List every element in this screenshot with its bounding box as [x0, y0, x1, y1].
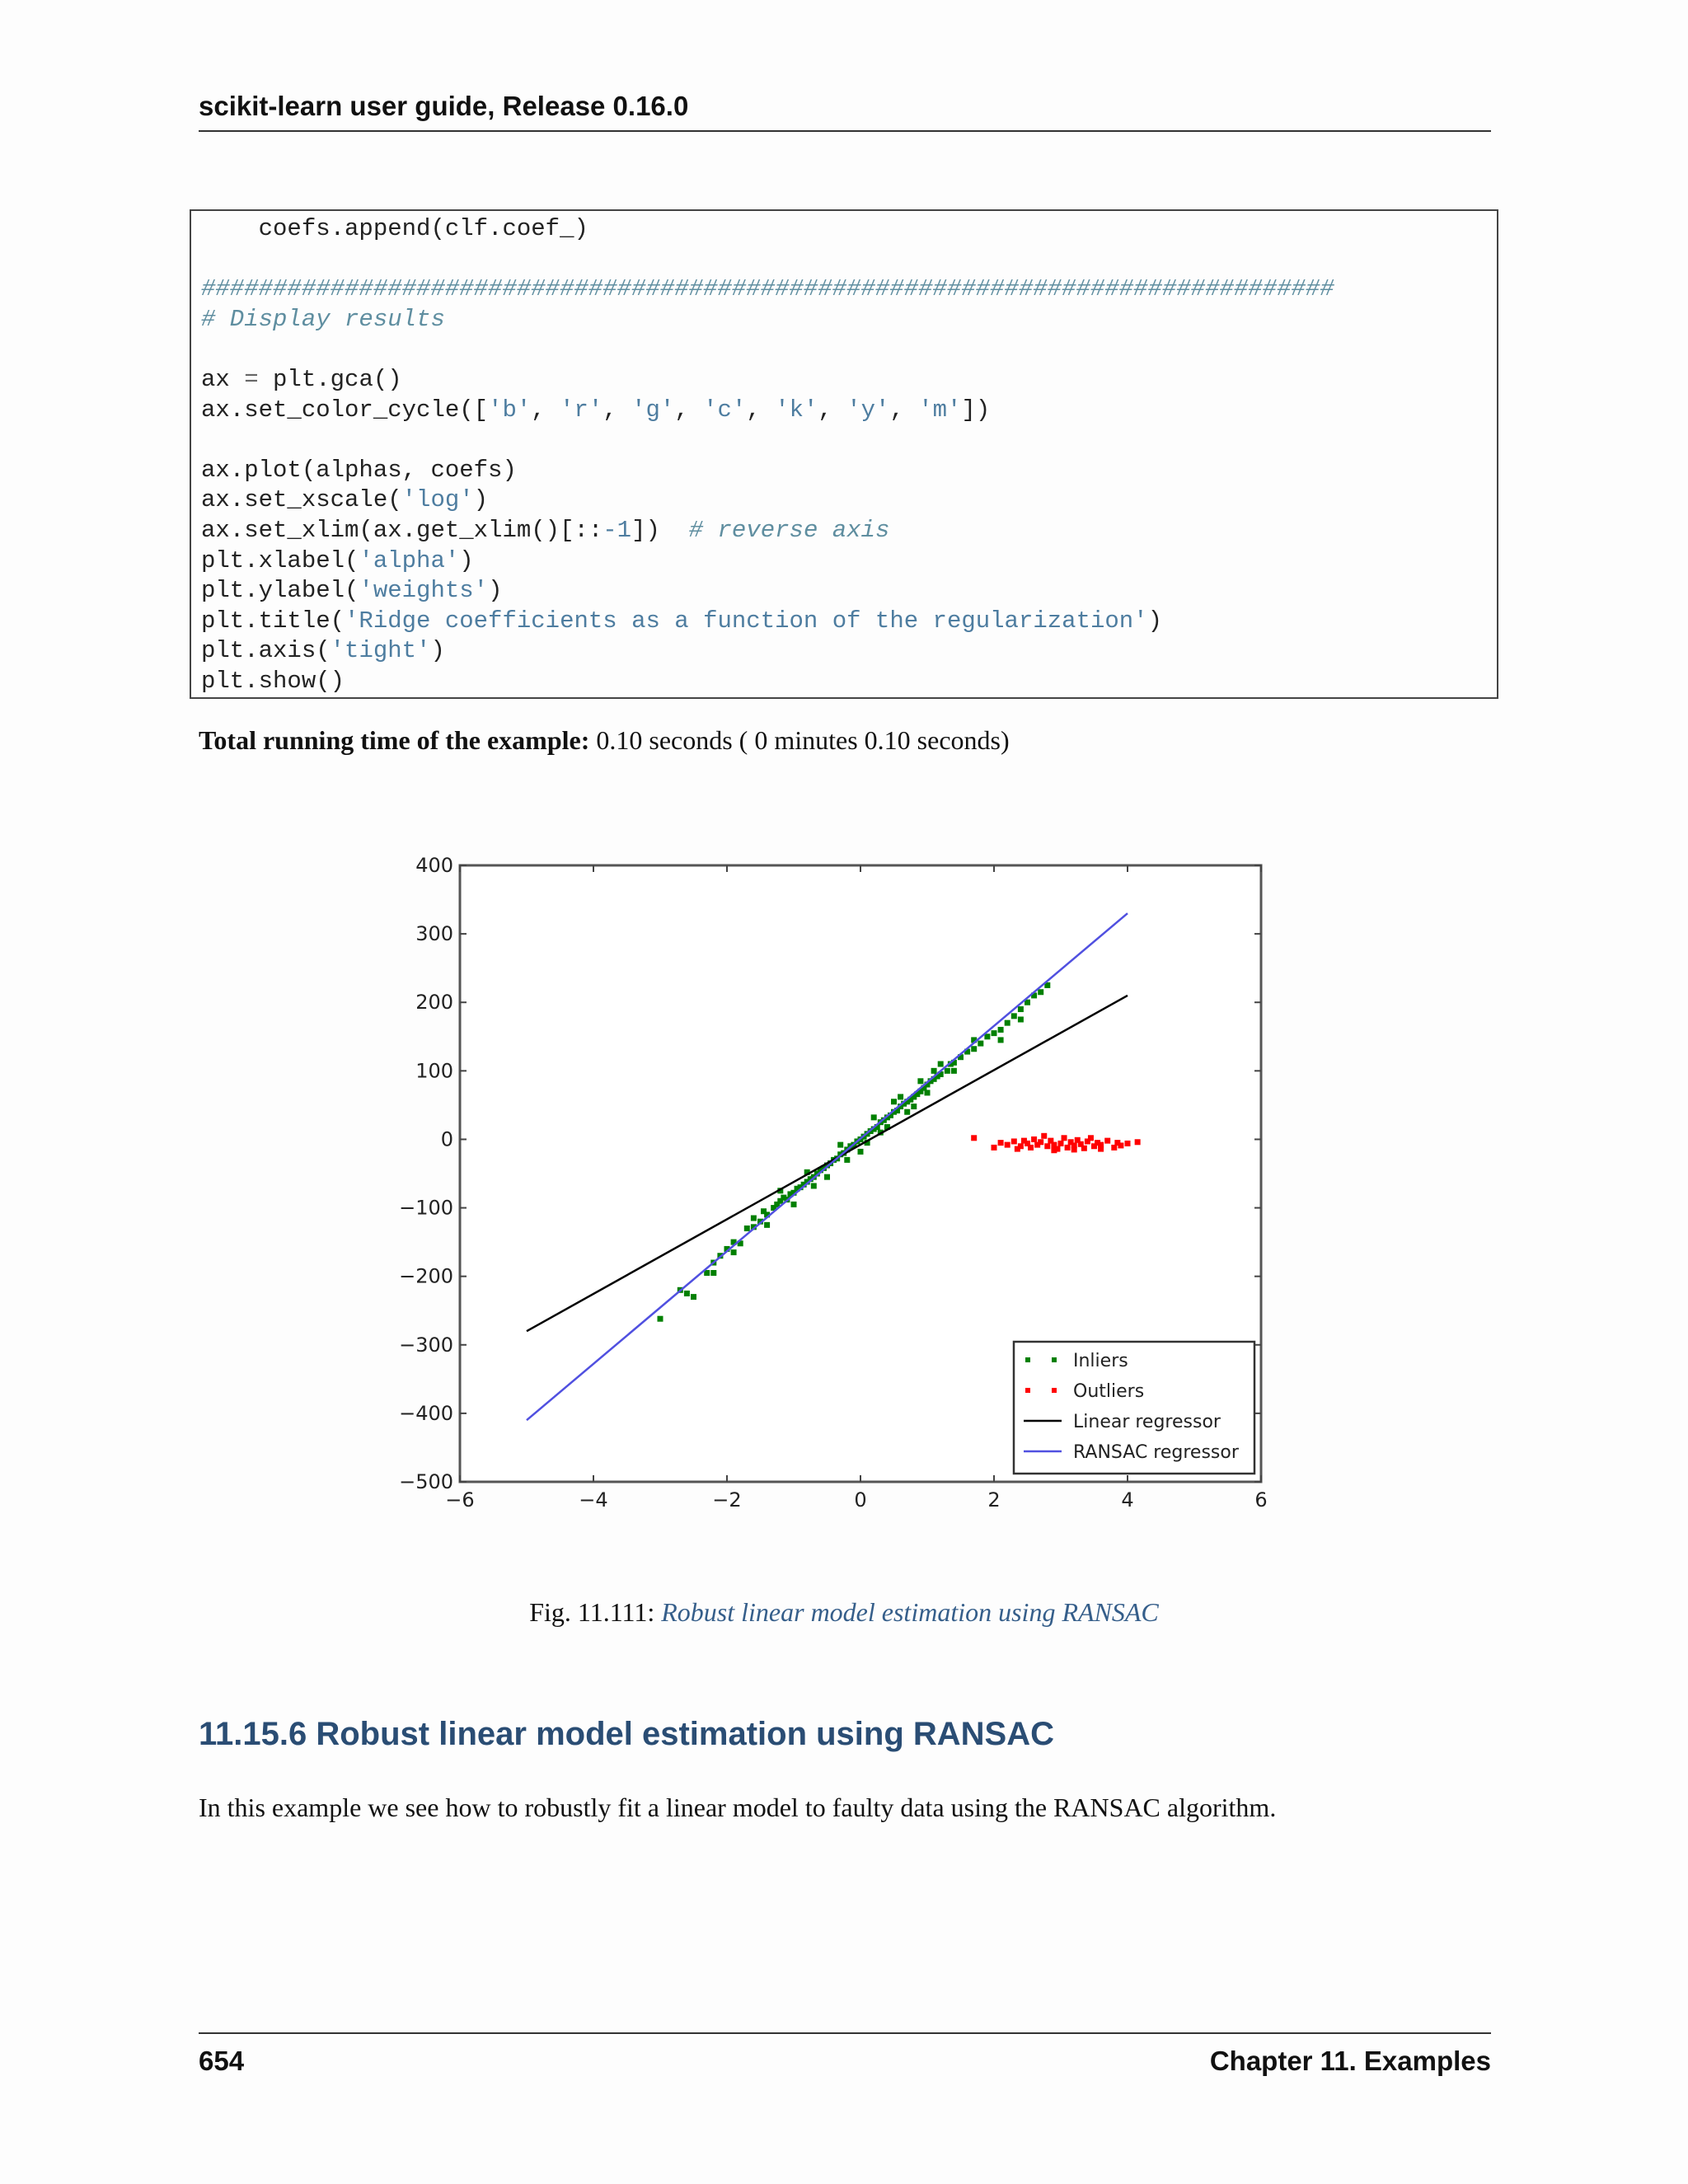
- data-point: [1125, 1141, 1131, 1146]
- y-tick-label: −100: [399, 1196, 453, 1220]
- code-token: ): [430, 637, 445, 665]
- x-tick-label: 2: [987, 1488, 1001, 1511]
- data-point: [911, 1104, 917, 1109]
- code-token: ): [459, 546, 474, 574]
- figure-caption: [0, 1597, 1688, 1628]
- code-token: 'b': [488, 396, 532, 424]
- y-tick-label: −300: [399, 1333, 453, 1357]
- data-point: [844, 1157, 850, 1163]
- code-token: # Display results: [201, 305, 445, 333]
- y-tick-label: −200: [399, 1264, 453, 1288]
- section-heading: 11.15.6 Robust linear model estimation using RANSAC: [199, 1716, 1055, 1752]
- legend-swatch: [1052, 1388, 1057, 1393]
- legend-label: Inliers: [1073, 1351, 1128, 1371]
- page-footer: [199, 2032, 1491, 2077]
- y-tick-label: 0: [440, 1127, 453, 1151]
- y-tick-label: 400: [415, 854, 453, 877]
- data-point: [691, 1294, 696, 1300]
- data-point: [858, 1149, 864, 1155]
- code-token: plt.show(): [201, 667, 345, 695]
- code-line: [201, 365, 1497, 396]
- code-line: [201, 546, 1497, 577]
- data-point: [1044, 1143, 1050, 1149]
- data-point: [811, 1183, 817, 1188]
- data-point: [971, 1046, 977, 1052]
- data-point: [1071, 1146, 1077, 1152]
- data-point: [1104, 1138, 1110, 1144]
- code-token: 'log': [401, 486, 474, 514]
- y-tick-label: 300: [415, 922, 453, 946]
- data-point: [992, 1145, 997, 1151]
- code-token: ,: [746, 396, 776, 424]
- code-token: 'm': [918, 396, 962, 424]
- code-token: ): [488, 577, 503, 605]
- data-point: [1098, 1146, 1104, 1152]
- code-line: [201, 425, 1497, 456]
- legend-swatch: [1025, 1357, 1030, 1362]
- code-token: ax: [201, 365, 245, 393]
- data-point: [1018, 1006, 1024, 1012]
- running-time-label: Total running time of the example:: [199, 725, 590, 755]
- code-block: [190, 209, 1498, 699]
- code-token: plt.axis(: [201, 637, 331, 665]
- page-number: 654: [199, 2046, 245, 2076]
- code-token: 'c': [703, 396, 747, 424]
- code-token: # reverse axis: [688, 516, 890, 544]
- data-point: [1041, 1133, 1047, 1139]
- data-point: [891, 1099, 897, 1104]
- data-point: [710, 1270, 716, 1276]
- x-tick-label: −4: [579, 1488, 608, 1511]
- code-line: [201, 274, 1497, 305]
- code-token: 'alpha': [359, 546, 460, 574]
- data-point: [925, 1090, 931, 1095]
- y-tick-label: 100: [415, 1059, 453, 1083]
- code-line: [201, 335, 1497, 365]
- data-point: [1005, 1020, 1010, 1026]
- y-tick-label: −400: [399, 1401, 453, 1425]
- caption-link[interactable]: Robust linear model estimation using RANSAC: [661, 1597, 1159, 1627]
- code-token: ax.set_xlim(ax.get_xlim()[::: [201, 516, 603, 544]
- data-point: [1051, 1147, 1057, 1153]
- code-token: 'weights': [359, 577, 489, 605]
- legend-swatch: [1052, 1357, 1057, 1362]
- code-line: [201, 636, 1497, 667]
- data-point: [945, 1068, 950, 1074]
- code-token: ,: [818, 396, 847, 424]
- code-token: =: [244, 365, 259, 393]
- code-line: [201, 305, 1497, 335]
- caption-prefix: Fig. 11.111:: [529, 1597, 662, 1627]
- data-point: [731, 1249, 737, 1255]
- code-token: coefs.append(clf.coef_): [201, 215, 588, 242]
- code-token: ###############################################################################: [201, 275, 1334, 303]
- y-tick-label: 200: [415, 991, 453, 1015]
- code-line: [201, 396, 1497, 426]
- data-point: [992, 1030, 997, 1036]
- data-point: [1118, 1142, 1123, 1148]
- code-line: [201, 607, 1497, 637]
- data-point: [1135, 1139, 1141, 1145]
- code-line: [201, 576, 1497, 607]
- x-tick-label: 4: [1121, 1488, 1134, 1511]
- data-point: [1088, 1135, 1094, 1141]
- code-token: ax.set_color_cycle([: [201, 396, 489, 424]
- code-token: plt.xlabel(: [201, 546, 359, 574]
- data-point: [971, 1135, 977, 1141]
- data-point: [824, 1174, 830, 1180]
- data-point: [1031, 1137, 1037, 1142]
- x-tick-label: 6: [1254, 1488, 1268, 1511]
- running-title: scikit-learn user guide, Release 0.16.0: [199, 91, 1491, 132]
- data-point: [978, 1041, 983, 1047]
- code-token: ,: [674, 396, 704, 424]
- data-point: [1058, 1141, 1064, 1146]
- code-line: [201, 516, 1497, 546]
- data-point: [998, 1037, 1004, 1043]
- code-token: ax.set_xscale(: [201, 486, 402, 514]
- code-token: ): [473, 486, 489, 514]
- code-token: ,: [889, 396, 919, 424]
- code-token: 'tight': [330, 637, 431, 665]
- code-token: -1: [603, 516, 632, 544]
- data-point: [1005, 1142, 1010, 1148]
- code-line: [201, 456, 1497, 486]
- code-line: [201, 667, 1497, 697]
- code-line: [201, 245, 1497, 275]
- code-token: 'g': [631, 396, 675, 424]
- legend: [1014, 1342, 1254, 1474]
- code-token: ,: [603, 396, 632, 424]
- data-point: [837, 1142, 843, 1148]
- running-time: [199, 725, 1010, 756]
- code-line: [201, 485, 1497, 516]
- legend-label: Outliers: [1073, 1381, 1145, 1402]
- data-point: [1015, 1146, 1020, 1152]
- code-token: ): [1147, 607, 1162, 635]
- code-token: 'r': [560, 396, 603, 424]
- legend-label: RANSAC regressor: [1073, 1442, 1239, 1463]
- data-point: [1011, 1013, 1017, 1019]
- x-tick-label: −2: [712, 1488, 742, 1511]
- legend-label: Linear regressor: [1073, 1412, 1221, 1432]
- data-point: [1028, 1145, 1034, 1151]
- data-point: [938, 1062, 944, 1067]
- code-token: plt.title(: [201, 607, 345, 635]
- code-token: ]): [631, 516, 689, 544]
- data-point: [898, 1094, 903, 1099]
- x-tick-label: 0: [854, 1488, 867, 1511]
- code-token: ]): [961, 396, 991, 424]
- y-tick-label: −500: [399, 1470, 453, 1493]
- code-token: plt.ylabel(: [201, 577, 359, 605]
- data-point: [1011, 1138, 1017, 1144]
- ransac-chart: [387, 841, 1278, 1533]
- data-point: [998, 1027, 1004, 1033]
- data-point: [1038, 1139, 1043, 1145]
- chapter-title: Chapter 11. Examples: [1209, 2046, 1491, 2076]
- data-point: [791, 1202, 797, 1207]
- section-paragraph: In this example we see how to robustly fit a linear model to faulty data using the RANSAC algorithm.: [199, 1793, 1277, 1822]
- data-point: [1081, 1146, 1087, 1151]
- data-point: [931, 1068, 937, 1074]
- ransac-figure: [387, 841, 1278, 1533]
- data-point: [871, 1114, 877, 1120]
- data-point: [904, 1109, 910, 1115]
- data-point: [684, 1291, 690, 1296]
- data-point: [1062, 1135, 1067, 1141]
- data-point: [1065, 1145, 1071, 1151]
- legend-swatch: [1025, 1388, 1030, 1393]
- x-tick-label: −6: [445, 1488, 475, 1511]
- data-point: [1018, 1017, 1024, 1023]
- data-point: [744, 1226, 750, 1231]
- code-token: ,: [531, 396, 560, 424]
- data-point: [1038, 989, 1043, 995]
- code-token: ax.plot(alphas, coefs): [201, 456, 517, 484]
- code-token: 'y': [846, 396, 890, 424]
- data-point: [951, 1068, 957, 1074]
- code-token: 'Ridge coefficients as a function of the regularization': [345, 607, 1148, 635]
- data-point: [751, 1216, 757, 1221]
- data-point: [658, 1316, 663, 1322]
- code-token: 'k': [775, 396, 818, 424]
- data-point: [998, 1140, 1004, 1146]
- data-point: [917, 1078, 923, 1084]
- code-token: plt.gca(): [258, 365, 402, 393]
- data-point: [764, 1222, 770, 1228]
- running-time-value: 0.10 seconds ( 0 minutes 0.10 seconds): [589, 725, 1010, 755]
- code-line: [201, 214, 1497, 245]
